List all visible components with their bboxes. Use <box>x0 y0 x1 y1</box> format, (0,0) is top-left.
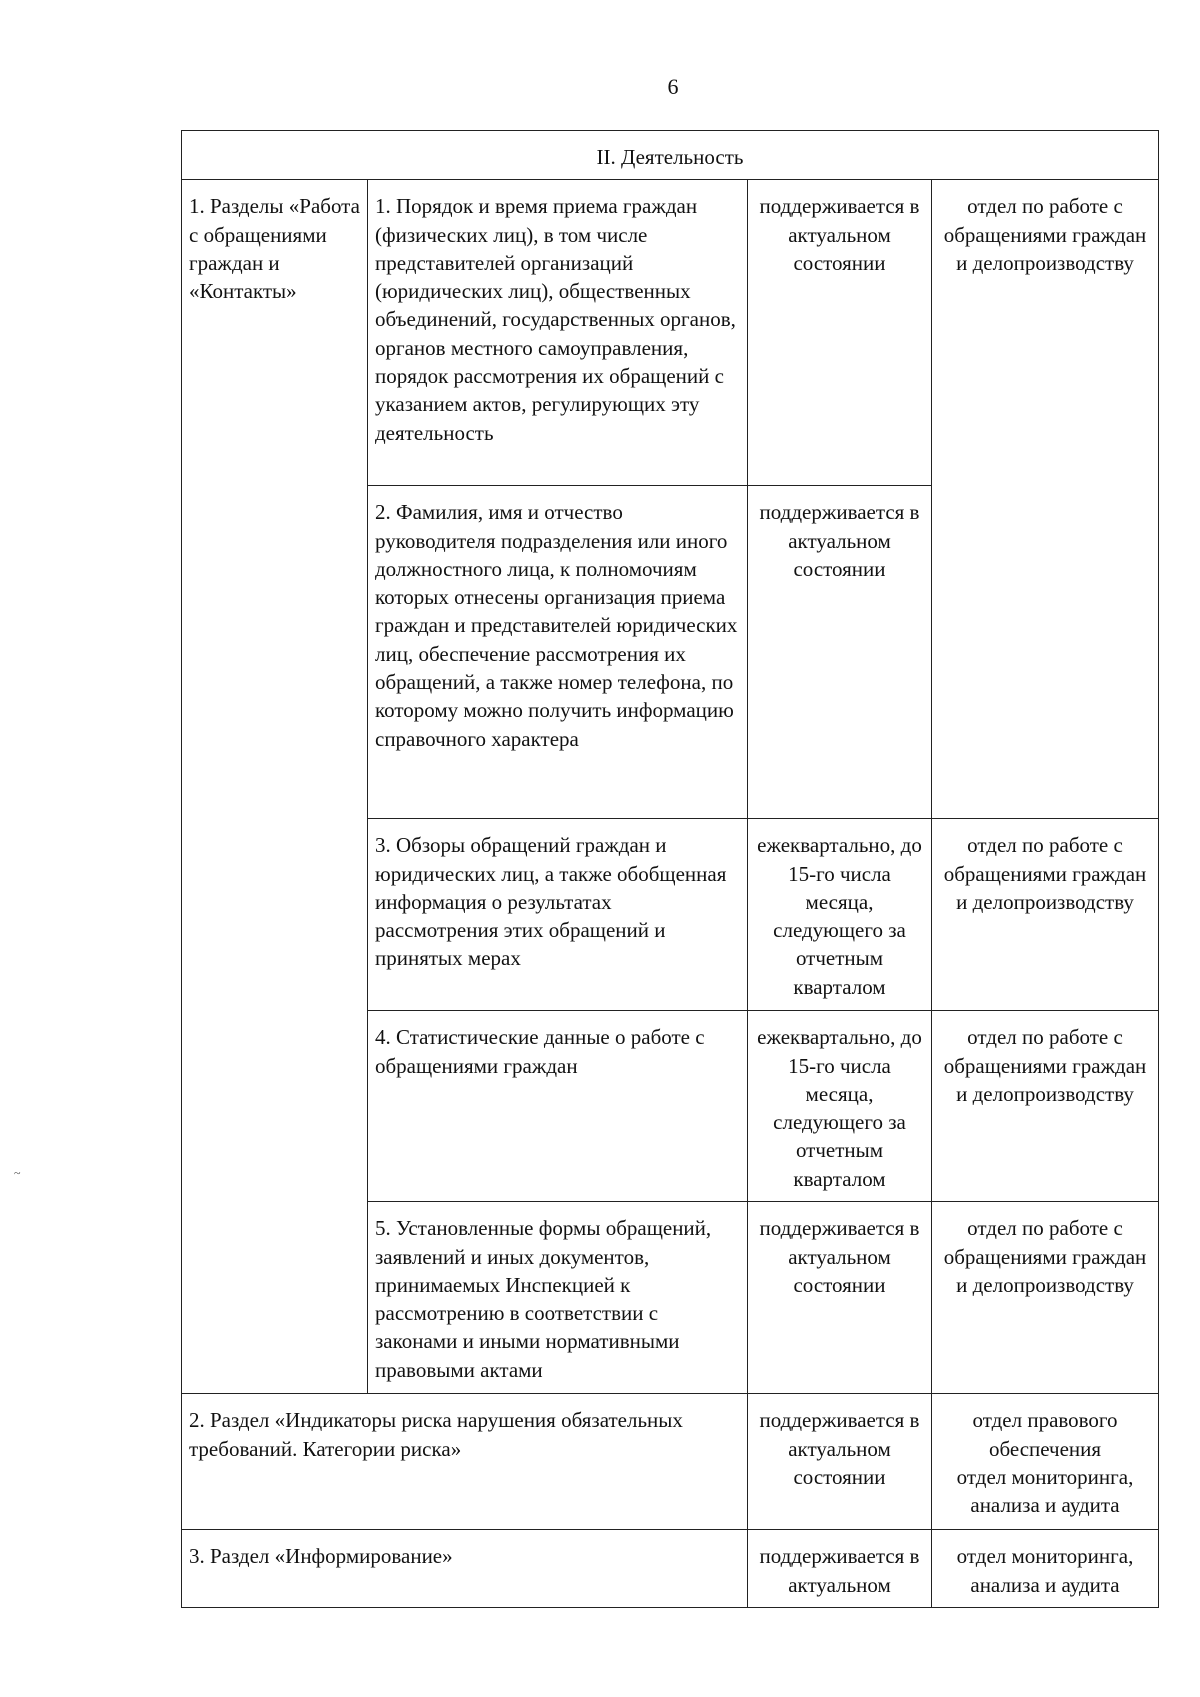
item-text: 2. Фамилия, имя и отчество руководителя подразделения или иного должностного лица, к полномочиям которых отнесены организация приема граждан и представителей юридических лиц, обеспечение рассмотрения их обращений, а также номер телефона, по которому можно получить информацию справочного характера <box>368 486 748 819</box>
page-number: 6 <box>667 74 679 99</box>
section-header: II. Деятельность <box>182 131 1159 180</box>
table-row <box>182 1530 1159 1608</box>
publication-table <box>181 130 1159 1608</box>
item-text: 3. Обзоры обращений граждан и юридических лиц, а также обобщенная информация о результатах рассмотрения этих обращений и принятых мерах <box>368 819 748 1011</box>
frequency-cell: поддерживается в актуальном состоянии <box>748 1394 932 1530</box>
item-text: 4. Статистические данные о работе с обращениями граждан <box>368 1011 748 1202</box>
frequency-cell: поддерживается в актуальном <box>748 1530 932 1608</box>
frequency-cell: ежеквартально, до 15-го числа месяца, следующего за отчетным кварталом <box>748 1011 932 1202</box>
section-label: 3. Раздел «Информирование» <box>182 1530 748 1608</box>
frequency-cell: поддерживается в актуальном состоянии <box>748 1202 932 1394</box>
responsible-line: отдел мониторинга, анализа и аудита <box>956 1464 1134 1518</box>
scan-mark: ~ <box>14 1166 21 1180</box>
frequency-cell: поддерживается в актуальном состоянии <box>748 486 932 819</box>
responsible-line: отдел правового обеспечения <box>972 1408 1118 1461</box>
responsible-cell: отдел по работе с обращениями граждан и делопроизводству <box>932 1011 1159 1202</box>
responsible-cell: отдел по работе с обращениями граждан и делопроизводству <box>932 819 1159 1011</box>
table-row <box>182 1394 1159 1530</box>
table-row <box>182 180 1159 486</box>
responsible-cell: отдел по работе с обращениями граждан и делопроизводству <box>932 180 1159 819</box>
frequency-cell: ежеквартально, до 15-го числа месяца, следующего за отчетным кварталом <box>748 819 932 1011</box>
section-label: 2. Раздел «Индикаторы риска нарушения обязательных требований. Категории риска» <box>182 1394 748 1530</box>
frequency-cell: поддерживается в актуальном состоянии <box>748 180 932 486</box>
item-text: 1. Порядок и время приема граждан (физических лиц), в том числе представителей организаций (юридических лиц), общественных объединений, государственных органов, органов местного самоуправления, порядок рассмотрения их обращений с указанием актов, регулирующих эту деятельность <box>368 180 748 486</box>
responsible-cell: отдел по работе с обращениями граждан и делопроизводству <box>932 1202 1159 1394</box>
item-text: 5. Установленные формы обращений, заявлений и иных документов, принимаемых Инспекцией к рассмотрению в соответствии с законами и иными нормативными правовыми актами <box>368 1202 748 1394</box>
responsible-cell <box>932 1394 1159 1530</box>
section-header-row <box>182 131 1159 180</box>
responsible-cell: отдел мониторинга, анализа и аудита <box>932 1530 1159 1608</box>
group-label: 1. Разделы «Работа с обращениями граждан и «Контакты» <box>182 180 368 1394</box>
